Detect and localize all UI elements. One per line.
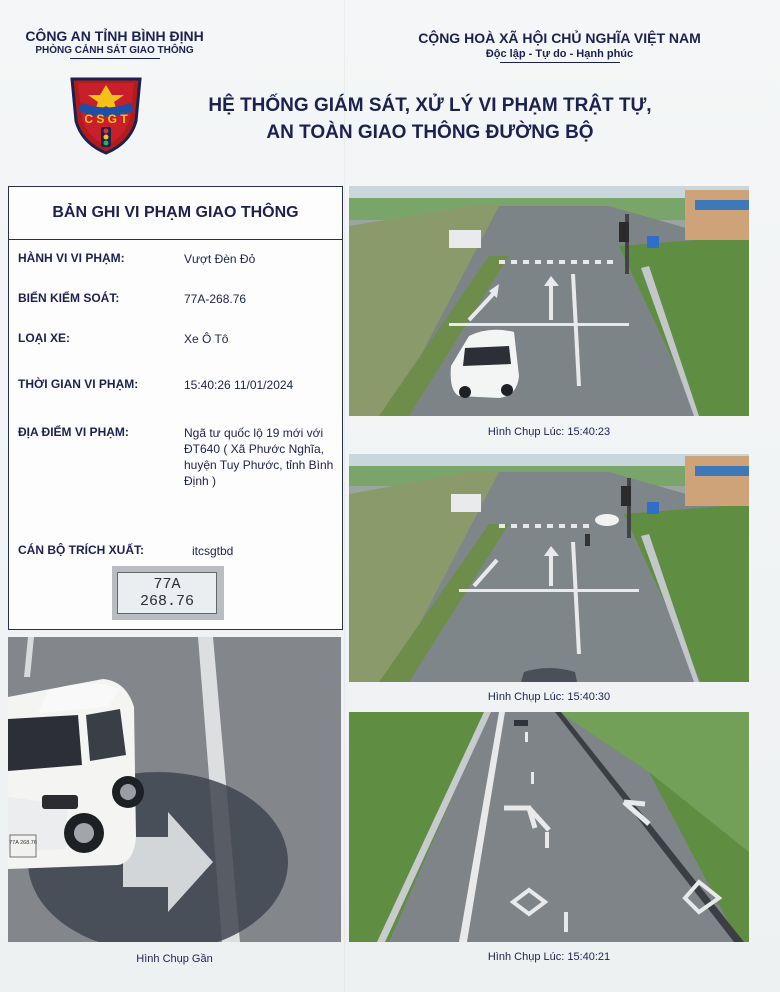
closeup-caption: Hình Chụp Gần	[136, 953, 213, 965]
plate-crop	[117, 572, 217, 614]
motto-underline	[500, 62, 620, 63]
document-title	[180, 92, 680, 146]
time-label: THỜI GIAN VI PHẠM:	[18, 377, 139, 391]
title-line-1: HỆ THỐNG GIÁM SÁT, XỬ LÝ VI PHẠM TRẬT TỰ,	[208, 95, 652, 116]
nation-motto: Độc lập - Tự do - Hạnh phúc	[485, 48, 634, 60]
violation-label: HÀNH VI VI PHẠM:	[18, 251, 125, 265]
intersection-photo-1	[349, 186, 749, 416]
closeup-photo	[8, 637, 341, 942]
closeup-car-plate: 77A 268.76	[9, 840, 37, 846]
photo2-caption: Hình Chụp Lúc: 15:40:30	[487, 691, 611, 703]
national-motto	[412, 30, 707, 63]
road-photo-3	[349, 712, 749, 942]
photo3-caption: Hình Chụp Lúc: 15:40:21	[487, 951, 611, 963]
csgt-emblem	[68, 71, 144, 155]
plate-crop-line-2: 268.76	[139, 593, 194, 610]
violation-record-box	[8, 186, 343, 630]
intersection-photo-2	[349, 454, 749, 682]
vehicle-value: Xe Ô Tô	[184, 332, 229, 346]
agency-department: PHÒNG CẢNH SÁT GIAO THÔNG	[35, 45, 194, 56]
photo1-caption: Hình Chụp Lúc: 15:40:23	[487, 426, 611, 438]
violation-value: Vượt Đèn Đỏ	[184, 252, 256, 266]
agency-name: CÔNG AN TỈNH BÌNH ĐỊNH	[25, 28, 204, 44]
plate-value: 77A-268.76	[184, 292, 247, 306]
plate-crop-line-1: 77A	[153, 576, 181, 593]
vehicle-label: LOẠI XE:	[18, 331, 71, 345]
time-value: 15:40:26 11/01/2024	[184, 378, 294, 392]
fold-line	[344, 0, 345, 992]
record-heading: BẢN GHI VI PHẠM GIAO THÔNG	[9, 187, 342, 240]
officer-label: CÁN BỘ TRÍCH XUẤT:	[18, 543, 144, 557]
issuing-agency	[22, 28, 207, 59]
agency-underline	[70, 58, 160, 59]
officer-value: itcsgtbd	[192, 544, 234, 558]
location-label: ĐỊA ĐIỂM VI PHẠM:	[18, 425, 129, 439]
plate-crop-image	[112, 566, 224, 620]
emblem-text: C S G T	[84, 112, 128, 126]
nation-name: CỘNG HOÀ XÃ HỘI CHỦ NGHĨA VIỆT NAM	[418, 30, 701, 46]
title-line-2: AN TOÀN GIAO THÔNG ĐƯỜNG BỘ	[266, 122, 594, 143]
location-value: Ngã tư quốc lộ 19 mới với ĐT640 ( Xã Phước Nghĩa, huyện Tuy Phước, tỉnh Bình Định )	[184, 426, 334, 488]
plate-label: BIỂN KIỂM SOÁT:	[18, 291, 120, 305]
